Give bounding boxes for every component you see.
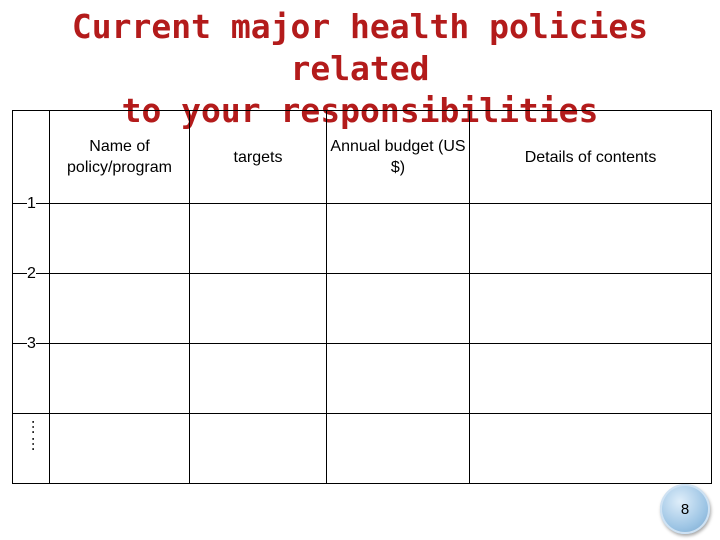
policy-table	[12, 110, 712, 484]
table-cell[interactable]	[50, 204, 190, 274]
header-policy-name: Name of policy/program	[50, 111, 190, 204]
table-header-row	[13, 111, 712, 204]
header-details: Details of contents	[470, 111, 712, 204]
table-cell[interactable]	[50, 274, 190, 344]
table-cell[interactable]	[50, 414, 190, 484]
row-ellipsis: ……	[21, 418, 38, 452]
table-row	[13, 344, 712, 414]
row-number: 1	[27, 195, 36, 212]
row-number: 3	[27, 335, 36, 352]
table-cell[interactable]	[327, 274, 470, 344]
table-cell[interactable]	[190, 204, 327, 274]
table-row	[13, 414, 712, 484]
table-cell[interactable]	[327, 204, 470, 274]
table-cell[interactable]	[190, 274, 327, 344]
row-number-cell	[13, 414, 50, 484]
table-cell[interactable]	[470, 274, 712, 344]
header-targets: targets	[190, 111, 327, 204]
title-line-2: to your responsibilities	[121, 91, 599, 130]
table-cell[interactable]	[470, 344, 712, 414]
header-index	[13, 111, 50, 204]
table-cell[interactable]	[190, 414, 327, 484]
table-row	[13, 204, 712, 274]
row-number: 2	[27, 265, 36, 282]
table-cell[interactable]	[470, 414, 712, 484]
table-cell[interactable]	[470, 204, 712, 274]
table-cell[interactable]	[50, 344, 190, 414]
title-line-1: Current major health policies related	[71, 7, 649, 88]
table-row	[13, 274, 712, 344]
table-cell[interactable]	[190, 344, 327, 414]
row-number-cell	[13, 335, 50, 414]
table-cell[interactable]	[327, 414, 470, 484]
table-cell[interactable]	[327, 344, 470, 414]
header-annual-budget: Annual budget (US $)	[327, 111, 470, 204]
page-number-badge: 8	[660, 484, 710, 534]
